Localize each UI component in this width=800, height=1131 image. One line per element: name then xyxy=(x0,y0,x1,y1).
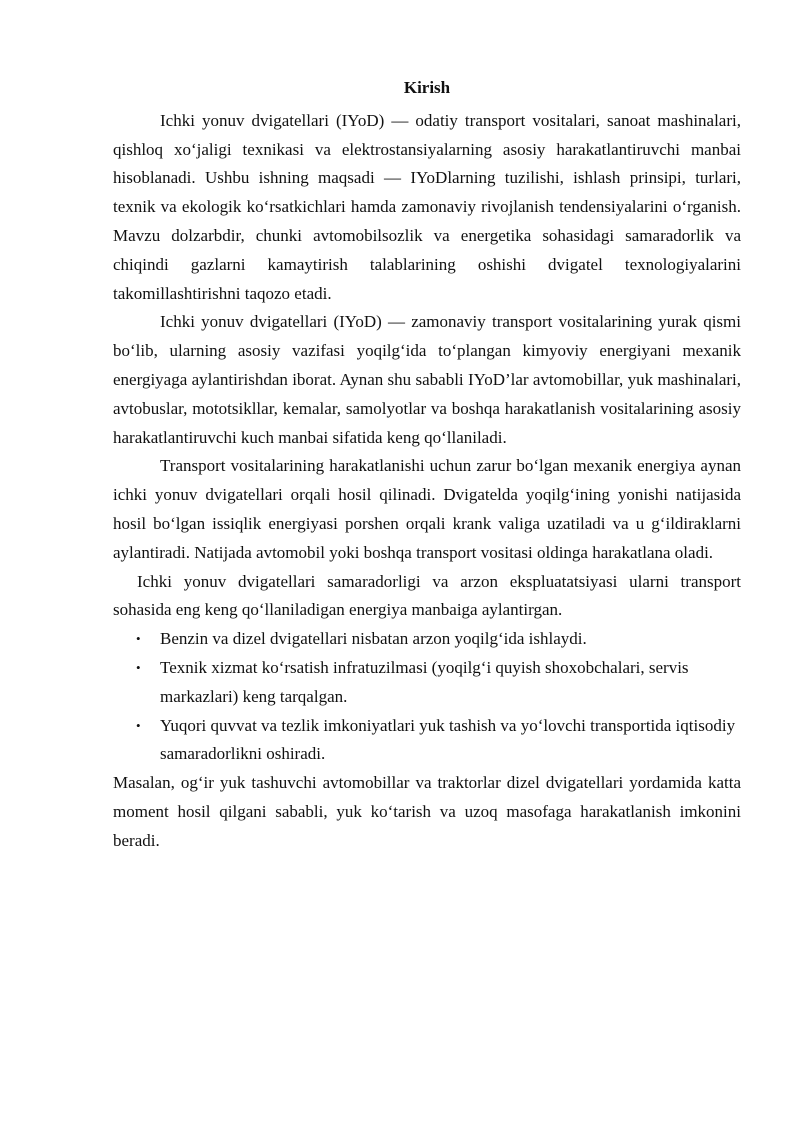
list-item-text: Texnik xizmat ko‘rsatish infratuzilmasi (yoqilg‘i quyish shoxobchalari, servis markazlari) keng tarqalgan. xyxy=(160,657,689,706)
document-page xyxy=(113,74,741,856)
bullet-icon: • xyxy=(136,631,141,647)
intro-paragraph: Ichki yonuv dvigatellari (IYoD) — odatiy transport vositalari, sanoat mashinalari, qishloq xo‘jaligi texnikasi va elektrostansiyalarning asosiy harakatlantiruvchi manbai hisoblanadi. Ushbu ishning maqsadi — IYoDlarning tuzilishi, ishlash prinsipi, turlari, texnik va ekologik ko‘rsatkichlari hamda zamonaviy rivojlanish tendensiyalarini o‘rganish. Mavzu dolzarbdir, chunki avtomobilsozlik va energetika sohasidagi samaradorlik va chiqindi gazlarni kamaytirish talablarining oshishi dvigatel texnologiyalarini takomillashtirishni taqozo etadi. xyxy=(113,110,741,303)
energy-conversion-paragraph: Transport vositalarining harakatlanishi uchun zarur bo‘lgan mexanik energiya aynan ichki yonuv dvigatellari orqali hosil qilinadi. Dvigatelda yoqilg‘ining yonishi natijasida hosil bo‘lgan issiqlik energiyasi porshen orqali krank valiga uzatiladi va u g‘ildiraklarni aylantiradi. Natijada avtomobil yoki boshqa transport vositasi oldinga harakatlana oladi. xyxy=(113,456,741,562)
example-paragraph: Masalan, og‘ir yuk tashuvchi avtomobillar va traktorlar dizel dvigatellari yordamida katta moment hosil qilgani sababli, yuk ko‘tarish va uzoq masofaga harakatlanish imkonini beradi. xyxy=(113,773,741,850)
list-item xyxy=(136,712,741,770)
list-item xyxy=(136,654,741,712)
section-title: Kirish xyxy=(403,78,451,97)
list-item-text: Yuqori quvvat va tezlik imkoniyatlari yuk tashish va yo‘lovchi transportida iqtisodiy samaradorlikni oshiradi. xyxy=(160,715,736,764)
list-item xyxy=(136,625,741,654)
bullet-icon: • xyxy=(136,659,141,675)
efficiency-paragraph: Ichki yonuv dvigatellari samaradorligi va arzon ekspluatatsiyasi ularni transport sohasida eng keng qo‘llaniladigan energiya manbaiga aylantirgan. xyxy=(113,571,741,620)
advantages-list xyxy=(113,625,741,769)
list-item-text: Benzin va dizel dvigatellari nisbatan arzon yoqilg‘ida ishlaydi. xyxy=(160,629,587,649)
engine-role-paragraph: Ichki yonuv dvigatellari (IYoD) — zamonaviy transport vositalarining yurak qismi bo‘lib, ularning asosiy vazifasi yoqilg‘ida to‘plangan kimyoviy energiyani mexanik energiyaga aylantirishdan iborat. Aynan shu sababli IYoD’lar avtomobillar, yuk mashinalari, avtobuslar, mototsikllar, kemalar, samolyotlar va boshqa harakatlanish vositalarining asosiy harakatlantiruvchi kuch manbai sifatida keng qo‘llaniladi. xyxy=(113,312,741,447)
bullet-icon: • xyxy=(136,717,141,733)
